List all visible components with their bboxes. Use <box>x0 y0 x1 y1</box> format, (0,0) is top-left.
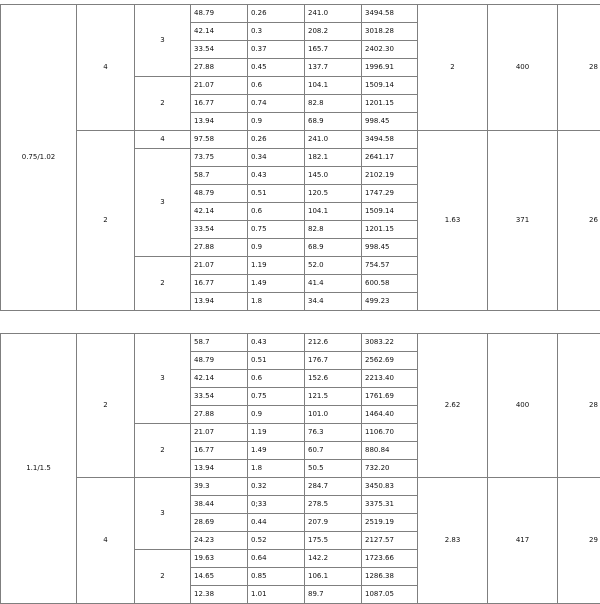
value-cell: 89.7 <box>305 586 362 604</box>
value-cell: 2519.19 <box>362 514 418 532</box>
value-cell: 34.4 <box>305 293 362 311</box>
value-cell: 3494.58 <box>362 131 418 149</box>
value-cell: 207.9 <box>305 514 362 532</box>
value-cell: 1464.40 <box>362 406 418 424</box>
group-i-cell: 417 <box>488 478 558 604</box>
value-cell: 121.5 <box>305 388 362 406</box>
value-cell: 24.23 <box>191 532 248 550</box>
value-cell: 732.20 <box>362 460 418 478</box>
value-cell: 165.7 <box>305 41 362 59</box>
value-cell: 58.7 <box>191 167 248 185</box>
value-cell: 58.7 <box>191 334 248 352</box>
value-cell: 1201.15 <box>362 95 418 113</box>
group-h-cell: 2 <box>418 5 488 131</box>
sub-c-cell: 3 <box>135 5 191 77</box>
value-cell: 48.79 <box>191 5 248 23</box>
value-cell: 0.32 <box>248 478 305 496</box>
group-b-cell: 2 <box>77 334 135 478</box>
sub-c-cell: 2 <box>135 77 191 131</box>
value-cell: 1.8 <box>248 460 305 478</box>
value-cell: 104.1 <box>305 77 362 95</box>
value-cell: 1509.14 <box>362 77 418 95</box>
value-cell: 182.1 <box>305 149 362 167</box>
value-cell: 175.5 <box>305 532 362 550</box>
value-cell: 0.34 <box>248 149 305 167</box>
value-cell: 1.49 <box>248 275 305 293</box>
value-cell: 38.44 <box>191 496 248 514</box>
value-cell: 176.7 <box>305 352 362 370</box>
value-cell: 880.84 <box>362 442 418 460</box>
value-cell: 241.0 <box>305 5 362 23</box>
value-cell: 145.0 <box>305 167 362 185</box>
value-cell: 3375.31 <box>362 496 418 514</box>
spec-table-section <box>0 333 600 604</box>
group-h-cell: 2.62 <box>418 334 488 478</box>
value-cell: 1509.14 <box>362 203 418 221</box>
value-cell: 0.26 <box>248 5 305 23</box>
ratio-cell: 0.75/1.02 <box>1 5 77 311</box>
sub-c-cell: 3 <box>135 478 191 550</box>
value-cell: 1201.15 <box>362 221 418 239</box>
group-b-cell: 4 <box>77 478 135 604</box>
value-cell: 2127.57 <box>362 532 418 550</box>
value-cell: 754.57 <box>362 257 418 275</box>
value-cell: 21.07 <box>191 77 248 95</box>
group-h-cell: 2.83 <box>418 478 488 604</box>
value-cell: 27.88 <box>191 406 248 424</box>
spec-table-section <box>0 4 600 311</box>
sub-c-cell: 2 <box>135 550 191 604</box>
value-cell: 1723.66 <box>362 550 418 568</box>
value-cell: 21.07 <box>191 257 248 275</box>
value-cell: 27.88 <box>191 59 248 77</box>
sub-c-cell: 3 <box>135 334 191 424</box>
value-cell: 1106.70 <box>362 424 418 442</box>
value-cell: 21.07 <box>191 424 248 442</box>
value-cell: 1747.29 <box>362 185 418 203</box>
group-b-cell: 2 <box>77 131 135 311</box>
value-cell: 0.75 <box>248 221 305 239</box>
value-cell: 0.26 <box>248 131 305 149</box>
value-cell: 499.23 <box>362 293 418 311</box>
value-cell: 0.51 <box>248 185 305 203</box>
group-i-cell: 371 <box>488 131 558 311</box>
value-cell: 33.54 <box>191 221 248 239</box>
value-cell: 13.94 <box>191 293 248 311</box>
value-cell: 82.8 <box>305 95 362 113</box>
value-cell: 0.37 <box>248 41 305 59</box>
value-cell: 19.63 <box>191 550 248 568</box>
value-cell: 1.49 <box>248 442 305 460</box>
group-j-cell: 28 <box>558 334 600 478</box>
value-cell: 0.9 <box>248 406 305 424</box>
value-cell: 1087.05 <box>362 586 418 604</box>
value-cell: 120.5 <box>305 185 362 203</box>
value-cell: 48.79 <box>191 185 248 203</box>
value-cell: 0.6 <box>248 370 305 388</box>
table-row <box>1 131 600 149</box>
value-cell: 0.9 <box>248 113 305 131</box>
group-j-cell: 29 <box>558 478 600 604</box>
value-cell: 2641.17 <box>362 149 418 167</box>
value-cell: 208.2 <box>305 23 362 41</box>
value-cell: 76.3 <box>305 424 362 442</box>
value-cell: 0.75 <box>248 388 305 406</box>
value-cell: 1.8 <box>248 293 305 311</box>
value-cell: 278.5 <box>305 496 362 514</box>
value-cell: 0.6 <box>248 203 305 221</box>
sub-c-cell: 2 <box>135 257 191 311</box>
value-cell: 12.38 <box>191 586 248 604</box>
value-cell: 284.7 <box>305 478 362 496</box>
group-j-cell: 28 <box>558 5 600 131</box>
group-h-cell: 1.63 <box>418 131 488 311</box>
value-cell: 28.69 <box>191 514 248 532</box>
value-cell: 142.2 <box>305 550 362 568</box>
value-cell: 0.74 <box>248 95 305 113</box>
group-i-cell: 400 <box>488 334 558 478</box>
value-cell: 3083.22 <box>362 334 418 352</box>
value-cell: 52.0 <box>305 257 362 275</box>
value-cell: 3018.28 <box>362 23 418 41</box>
value-cell: 1.19 <box>248 424 305 442</box>
value-cell: 33.54 <box>191 388 248 406</box>
value-cell: 42.14 <box>191 23 248 41</box>
value-cell: 104.1 <box>305 203 362 221</box>
value-cell: 0.51 <box>248 352 305 370</box>
value-cell: 42.14 <box>191 203 248 221</box>
value-cell: 1286.38 <box>362 568 418 586</box>
value-cell: 27.88 <box>191 239 248 257</box>
value-cell: 73.75 <box>191 149 248 167</box>
value-cell: 1.01 <box>248 586 305 604</box>
value-cell: 68.9 <box>305 239 362 257</box>
value-cell: 137.7 <box>305 59 362 77</box>
table-row <box>1 5 600 23</box>
sub-c-cell: 3 <box>135 149 191 257</box>
value-cell: 16.77 <box>191 95 248 113</box>
table-row <box>1 478 600 496</box>
value-cell: 0.43 <box>248 334 305 352</box>
value-cell: 50.5 <box>305 460 362 478</box>
group-i-cell: 400 <box>488 5 558 131</box>
value-cell: 39.3 <box>191 478 248 496</box>
value-cell: 212.6 <box>305 334 362 352</box>
value-cell: 0;33 <box>248 496 305 514</box>
value-cell: 0.3 <box>248 23 305 41</box>
value-cell: 0.52 <box>248 532 305 550</box>
value-cell: 241.0 <box>305 131 362 149</box>
value-cell: 1761.69 <box>362 388 418 406</box>
value-cell: 97.58 <box>191 131 248 149</box>
value-cell: 0.85 <box>248 568 305 586</box>
value-cell: 1996.91 <box>362 59 418 77</box>
sub-c-cell: 4 <box>135 131 191 149</box>
value-cell: 0.64 <box>248 550 305 568</box>
value-cell: 68.9 <box>305 113 362 131</box>
value-cell: 2213.40 <box>362 370 418 388</box>
value-cell: 60.7 <box>305 442 362 460</box>
value-cell: 0.44 <box>248 514 305 532</box>
value-cell: 600.58 <box>362 275 418 293</box>
value-cell: 16.77 <box>191 442 248 460</box>
value-cell: 0.6 <box>248 77 305 95</box>
value-cell: 3450.83 <box>362 478 418 496</box>
value-cell: 82.8 <box>305 221 362 239</box>
value-cell: 998.45 <box>362 113 418 131</box>
value-cell: 1.19 <box>248 257 305 275</box>
value-cell: 14.65 <box>191 568 248 586</box>
value-cell: 33.54 <box>191 41 248 59</box>
value-cell: 41.4 <box>305 275 362 293</box>
value-cell: 998.45 <box>362 239 418 257</box>
value-cell: 0.45 <box>248 59 305 77</box>
value-cell: 13.94 <box>191 460 248 478</box>
group-j-cell: 26 <box>558 131 600 311</box>
sub-c-cell: 2 <box>135 424 191 478</box>
value-cell: 16.77 <box>191 275 248 293</box>
value-cell: 2402.30 <box>362 41 418 59</box>
value-cell: 0.43 <box>248 167 305 185</box>
value-cell: 2562.69 <box>362 352 418 370</box>
ratio-cell: 1.1/1.5 <box>1 334 77 604</box>
value-cell: 3494.58 <box>362 5 418 23</box>
value-cell: 152.6 <box>305 370 362 388</box>
value-cell: 2102.19 <box>362 167 418 185</box>
value-cell: 42.14 <box>191 370 248 388</box>
value-cell: 13.94 <box>191 113 248 131</box>
value-cell: 48.79 <box>191 352 248 370</box>
value-cell: 106.1 <box>305 568 362 586</box>
value-cell: 0.9 <box>248 239 305 257</box>
group-b-cell: 4 <box>77 5 135 131</box>
value-cell: 101.0 <box>305 406 362 424</box>
table-row <box>1 334 600 352</box>
